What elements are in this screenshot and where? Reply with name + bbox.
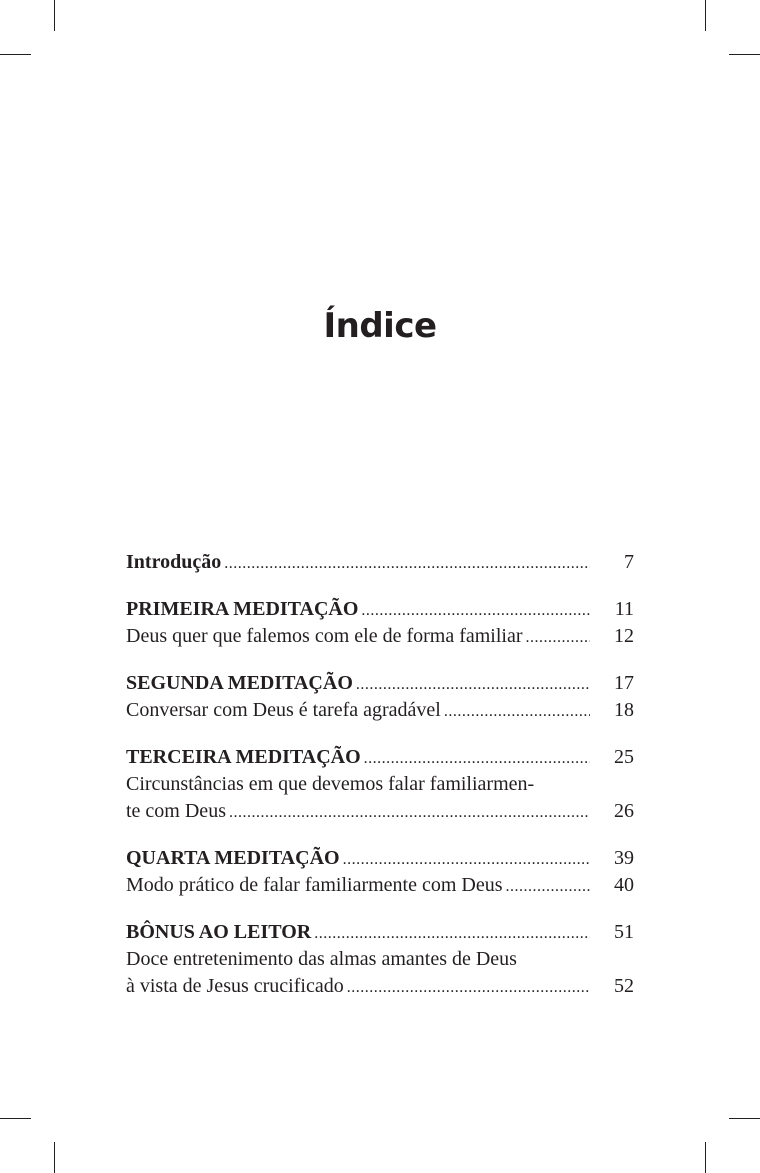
- toc-subentry[interactable]: [126, 973, 634, 1000]
- toc-page-number: 12: [614, 625, 634, 647]
- toc-entry-text: Doce entretenimento das almas amantes de Deus: [126, 948, 517, 970]
- crop-mark-bottom-right-horizontal: [729, 1118, 760, 1119]
- toc-entry-text: Modo prático de falar familiarmente com Deus: [126, 874, 503, 896]
- toc-page-number: 26: [614, 800, 634, 822]
- toc-entry-text: te com Deus: [126, 800, 226, 822]
- toc-group: [126, 670, 634, 724]
- toc-page-number: 18: [614, 699, 634, 721]
- toc-group: [126, 919, 634, 1000]
- toc-entry-text: Deus quer que falemos com ele de forma familiar: [126, 625, 523, 647]
- toc-section-entry[interactable]: [126, 670, 634, 697]
- toc-entry-text: Conversar com Deus é tarefa agradável: [126, 699, 441, 721]
- toc-section-entry[interactable]: [126, 744, 634, 771]
- dot-leader: [356, 671, 590, 698]
- dot-leader: [444, 698, 590, 725]
- crop-mark-top-right-vertical: [705, 0, 706, 31]
- crop-mark-top-left-horizontal: [0, 54, 31, 55]
- dot-leader: [224, 550, 590, 577]
- dot-leader: [506, 873, 590, 900]
- toc-section-entry[interactable]: [126, 919, 634, 946]
- toc-subentry[interactable]: [126, 872, 634, 899]
- toc-section-entry[interactable]: [126, 845, 634, 872]
- crop-mark-top-right-horizontal: [729, 54, 760, 55]
- toc-page-number: 51: [614, 921, 634, 943]
- dot-leader: [343, 846, 590, 873]
- toc-page-number: 39: [614, 847, 634, 869]
- toc-group: [126, 549, 634, 576]
- toc-entry-text: Circunstâncias em que devemos falar familiarmen-: [126, 773, 535, 795]
- toc-page-number: 11: [614, 598, 634, 620]
- toc-section-entry[interactable]: [126, 549, 634, 576]
- toc-subentry[interactable]: [126, 946, 634, 973]
- toc-subentry[interactable]: [126, 623, 634, 650]
- dot-leader: [526, 624, 590, 651]
- toc-subentry[interactable]: [126, 771, 634, 798]
- toc-page-number: 17: [614, 672, 634, 694]
- table-of-contents: [126, 549, 634, 1020]
- toc-entry-text: Introdução: [126, 551, 222, 573]
- toc-entry-text: SEGUNDA MEDITAÇÃO: [126, 672, 353, 694]
- crop-mark-bottom-left-horizontal: [0, 1118, 31, 1119]
- toc-section-entry[interactable]: [126, 596, 634, 623]
- toc-group: [126, 596, 634, 650]
- toc-page-number: 40: [614, 874, 634, 896]
- crop-mark-top-left-vertical: [54, 0, 55, 31]
- crop-mark-bottom-left-vertical: [54, 1142, 55, 1173]
- toc-subentry[interactable]: [126, 798, 634, 825]
- toc-group: [126, 845, 634, 899]
- dot-leader: [314, 920, 590, 947]
- toc-entry-text: QUARTA MEDITAÇÃO: [126, 847, 340, 869]
- dot-leader: [229, 799, 590, 826]
- toc-entry-text: PRIMEIRA MEDITAÇÃO: [126, 598, 359, 620]
- dot-leader: [361, 597, 590, 624]
- page-title: Índice: [323, 306, 437, 346]
- toc-entry-text: BÔNUS AO LEITOR: [126, 921, 312, 943]
- crop-mark-bottom-right-vertical: [705, 1142, 706, 1173]
- dot-leader: [364, 745, 590, 772]
- toc-entry-text: à vista de Jesus crucificado: [126, 975, 344, 997]
- toc-group: [126, 744, 634, 825]
- toc-page-number: 7: [624, 551, 634, 573]
- toc-entry-text: TERCEIRA MEDITAÇÃO: [126, 746, 361, 768]
- toc-page-number: 25: [614, 746, 634, 768]
- toc-page-number: 52: [614, 975, 634, 997]
- toc-subentry[interactable]: [126, 697, 634, 724]
- dot-leader: [347, 974, 590, 1001]
